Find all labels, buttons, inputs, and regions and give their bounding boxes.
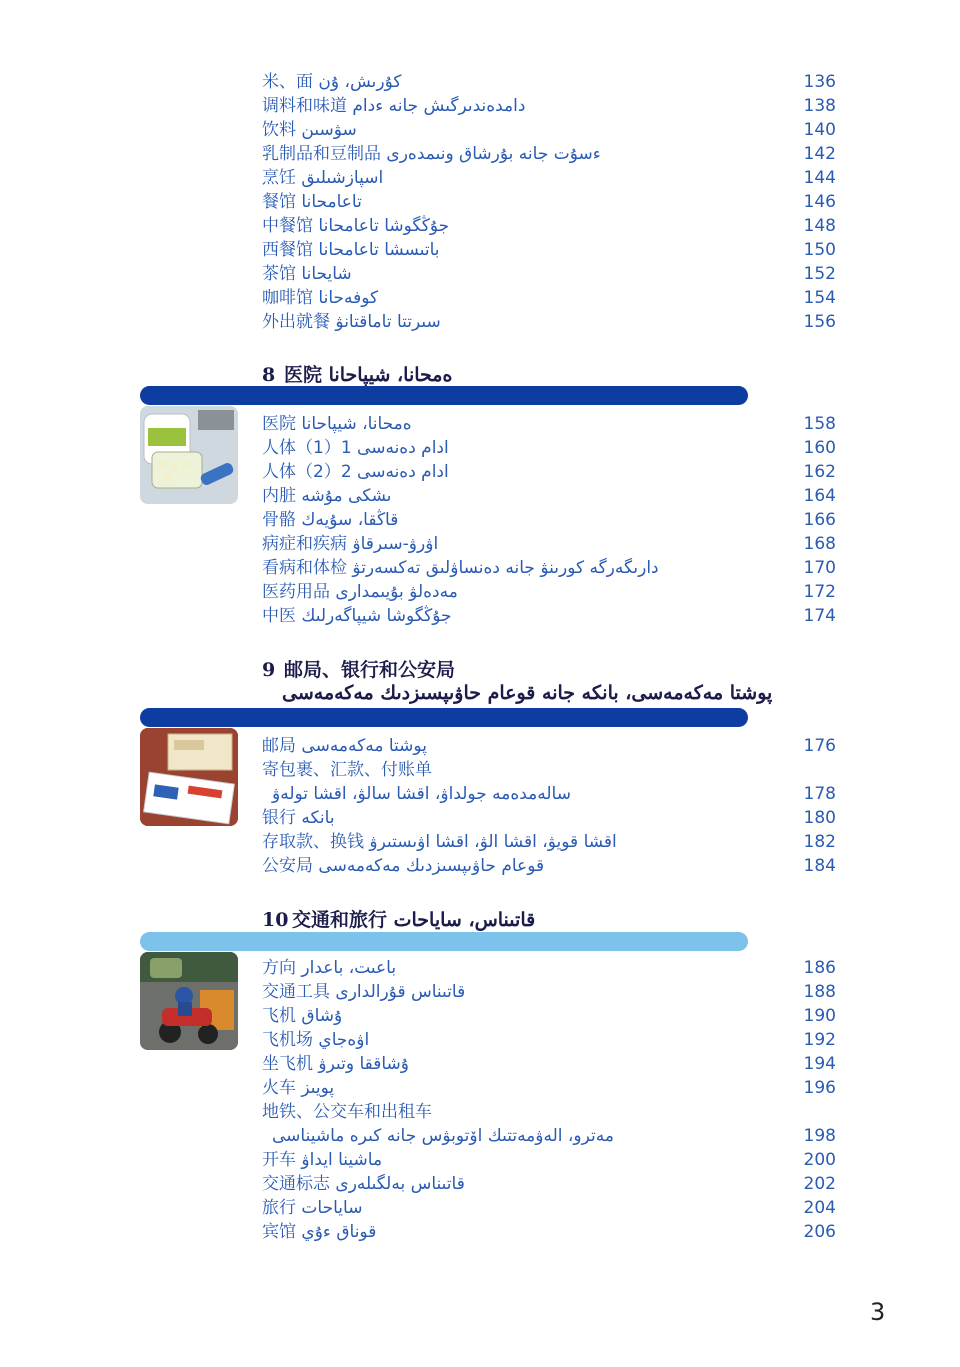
toc-page-number: 196	[803, 1078, 836, 1098]
toc-page-number: 206	[803, 1222, 836, 1242]
toc-page-number: 200	[803, 1150, 836, 1170]
toc-entry[interactable]: 中医 جۇڭگوشا شيپاگەرلىك	[262, 606, 452, 626]
toc-page-number: 154	[803, 288, 836, 308]
toc-entry[interactable]: 骨骼 قاڭقا، سۇيەك	[262, 510, 399, 530]
chapter-title: 邮局、银行和公安局	[284, 659, 456, 681]
toc-entry[interactable]: 坐飞机 ۇشاققا وتىرۋ	[262, 1054, 410, 1074]
toc-page-number: 202	[803, 1174, 836, 1194]
toc-entry[interactable]: 公安局 قوعام حاۋىپسىزدىك مەكەمەسى	[262, 856, 545, 876]
toc-entry[interactable]: 飞机 ۇشاق	[262, 1006, 343, 1026]
toc-page-number: 148	[803, 216, 836, 236]
chapter-heading[interactable]	[262, 905, 535, 932]
toc-entry[interactable]: 医院 ەمحانا، شيپاحانا	[262, 414, 412, 434]
toc-page-number: 164	[803, 486, 836, 506]
toc-page-number: 168	[803, 534, 836, 554]
toc-entry[interactable]: 咖啡馆 كوفەحانا	[262, 288, 379, 308]
toc-page-number: 152	[803, 264, 836, 284]
chapter-heading[interactable]	[262, 360, 452, 387]
toc-entry[interactable]: 医药用品 مەدەلۋ بۇيىمدارى	[262, 582, 458, 602]
chapter-9-post-photo	[140, 728, 238, 826]
chapter-title: 交通和旅行 قاتىناس، ساياحات	[292, 909, 536, 931]
toc-entry[interactable]: 存取款、换钱 اقشا قويۋ، اقشا الۋ، اقشا اۋىستىرۋ	[262, 832, 617, 852]
toc-entry[interactable]: 中餐馆 جۇڭگوشا تاعامحانا	[262, 216, 450, 236]
toc-entry-continuation[interactable]: مەترو، الەۋمەتتىك اۆتوبۋس جانە كىرە ماشيناسى	[272, 1126, 614, 1146]
toc-entry[interactable]: 方向 باعىت، باعدار	[262, 958, 397, 978]
chapter-divider-bar	[140, 386, 748, 405]
toc-entry[interactable]: 饮料 سۋسىن	[262, 120, 357, 140]
toc-entry[interactable]: 茶馆 شايحانا	[262, 264, 352, 284]
toc-page-number: 158	[803, 414, 836, 434]
toc-page-number: 162	[803, 462, 836, 482]
toc-page-number: 194	[803, 1054, 836, 1074]
page-number: 3	[870, 1298, 886, 1326]
chapter-10-traffic-photo	[140, 952, 238, 1050]
toc-entry[interactable]: 火车 پويىز	[262, 1078, 335, 1098]
toc-entry[interactable]: 烹饪 اسپازشىلىق	[262, 168, 384, 188]
chapter-title-line2: پوشتا مەكەمەسى، بانكە جانە قوعام حاۋىپسىزدىك مەكەمەسى	[282, 682, 773, 704]
toc-page-number: 160	[803, 438, 836, 458]
toc-entry[interactable]: 宾馆 قوناق ءۇي	[262, 1222, 377, 1242]
chapter-number: 10	[262, 909, 289, 931]
toc-entry[interactable]: 旅行 ساياحات	[262, 1198, 363, 1218]
toc-entry[interactable]: 寄包裹、汇款、付账单	[262, 760, 432, 780]
toc-page-number: 190	[803, 1006, 836, 1026]
toc-page-number: 142	[803, 144, 836, 164]
toc-page-number: 170	[803, 558, 836, 578]
toc-entry[interactable]: 调料和味道 دامدەندىرگىش جانە ءدام	[262, 96, 526, 116]
toc-page-number: 188	[803, 982, 836, 1002]
chapter-number: 8	[262, 364, 276, 386]
toc-page-number: 166	[803, 510, 836, 530]
toc-page-number: 172	[803, 582, 836, 602]
toc-page-number: 136	[803, 72, 836, 92]
chapter-8-medicine-photo	[140, 406, 238, 504]
toc-page-number: 156	[803, 312, 836, 332]
medicine-illustration	[140, 406, 238, 504]
toc-page-number: 176	[803, 736, 836, 756]
toc-entry[interactable]: 乳制品和豆制品 ءسۇت جانە بۇرشاق ونىمدەرى	[262, 144, 601, 164]
toc-entry[interactable]: 邮局 پوشتا مەكەمەسى	[262, 736, 427, 756]
toc-entry[interactable]: 开车 ماشينا ايداۋ	[262, 1150, 383, 1170]
toc-page-number: 184	[803, 856, 836, 876]
traffic-illustration	[140, 952, 238, 1050]
toc-entry[interactable]: 外出就餐 سىرتتا تاماقتانۋ	[262, 312, 441, 332]
chapter-heading[interactable]	[262, 655, 455, 682]
toc-entry[interactable]: 内脏 ىشكى مۇشە	[262, 486, 392, 506]
parcel-illustration	[140, 728, 238, 826]
toc-page-number: 174	[803, 606, 836, 626]
toc-entry-continuation[interactable]: سالەمدەمە جولداۋ، اقشا سالۋ، اقشا تولەۋ	[272, 784, 571, 804]
toc-page-number: 180	[803, 808, 836, 828]
toc-page-number: 140	[803, 120, 836, 140]
toc-entry[interactable]: 交通标志 قاتىناس بەلگىلەرى	[262, 1174, 465, 1194]
toc-page-number: 192	[803, 1030, 836, 1050]
toc-page-number: 186	[803, 958, 836, 978]
toc-page-number: 138	[803, 96, 836, 116]
toc-entry[interactable]: 米、面 كۇرىش، ۇن	[262, 72, 402, 92]
toc-entry[interactable]: 看病和体检 دارىگەرگە كورىنۋ جانە دەنساۋلىق تەكسەرتۋ	[262, 558, 659, 578]
toc-page-number: 150	[803, 240, 836, 260]
toc-entry[interactable]: 飞机场 اۋەجاي	[262, 1030, 370, 1050]
toc-entry[interactable]: 西餐馆 باتىسشا تاعامحانا	[262, 240, 440, 260]
toc-entry[interactable]: 餐馆 تاعامحانا	[262, 192, 362, 212]
toc-entry[interactable]: 病症和疾病 اۋرۋ-سىرقاۋ	[262, 534, 439, 554]
chapter-title: 医院 ەمحانا، شيپاحانا	[284, 364, 453, 386]
toc-entry[interactable]: 交通工具 قاتىناس قۇرالدارى	[262, 982, 466, 1002]
toc-page-number: 182	[803, 832, 836, 852]
toc-page-number: 178	[803, 784, 836, 804]
chapter-divider-bar	[140, 932, 748, 951]
toc-page-number: 144	[803, 168, 836, 188]
toc-page-number: 204	[803, 1198, 836, 1218]
toc-page-number: 146	[803, 192, 836, 212]
toc-entry[interactable]: 银行 بانكە	[262, 808, 335, 828]
chapter-divider-bar	[140, 708, 748, 727]
toc-entry[interactable]: 地铁、公交车和出租车	[262, 1102, 432, 1122]
chapter-number: 9	[262, 659, 276, 681]
toc-entry[interactable]: 人体（2）2 ادام دەنەسى	[262, 462, 449, 482]
toc-entry[interactable]: 人体（1）1 ادام دەنەسى	[262, 438, 449, 458]
toc-page-number: 198	[803, 1126, 836, 1146]
